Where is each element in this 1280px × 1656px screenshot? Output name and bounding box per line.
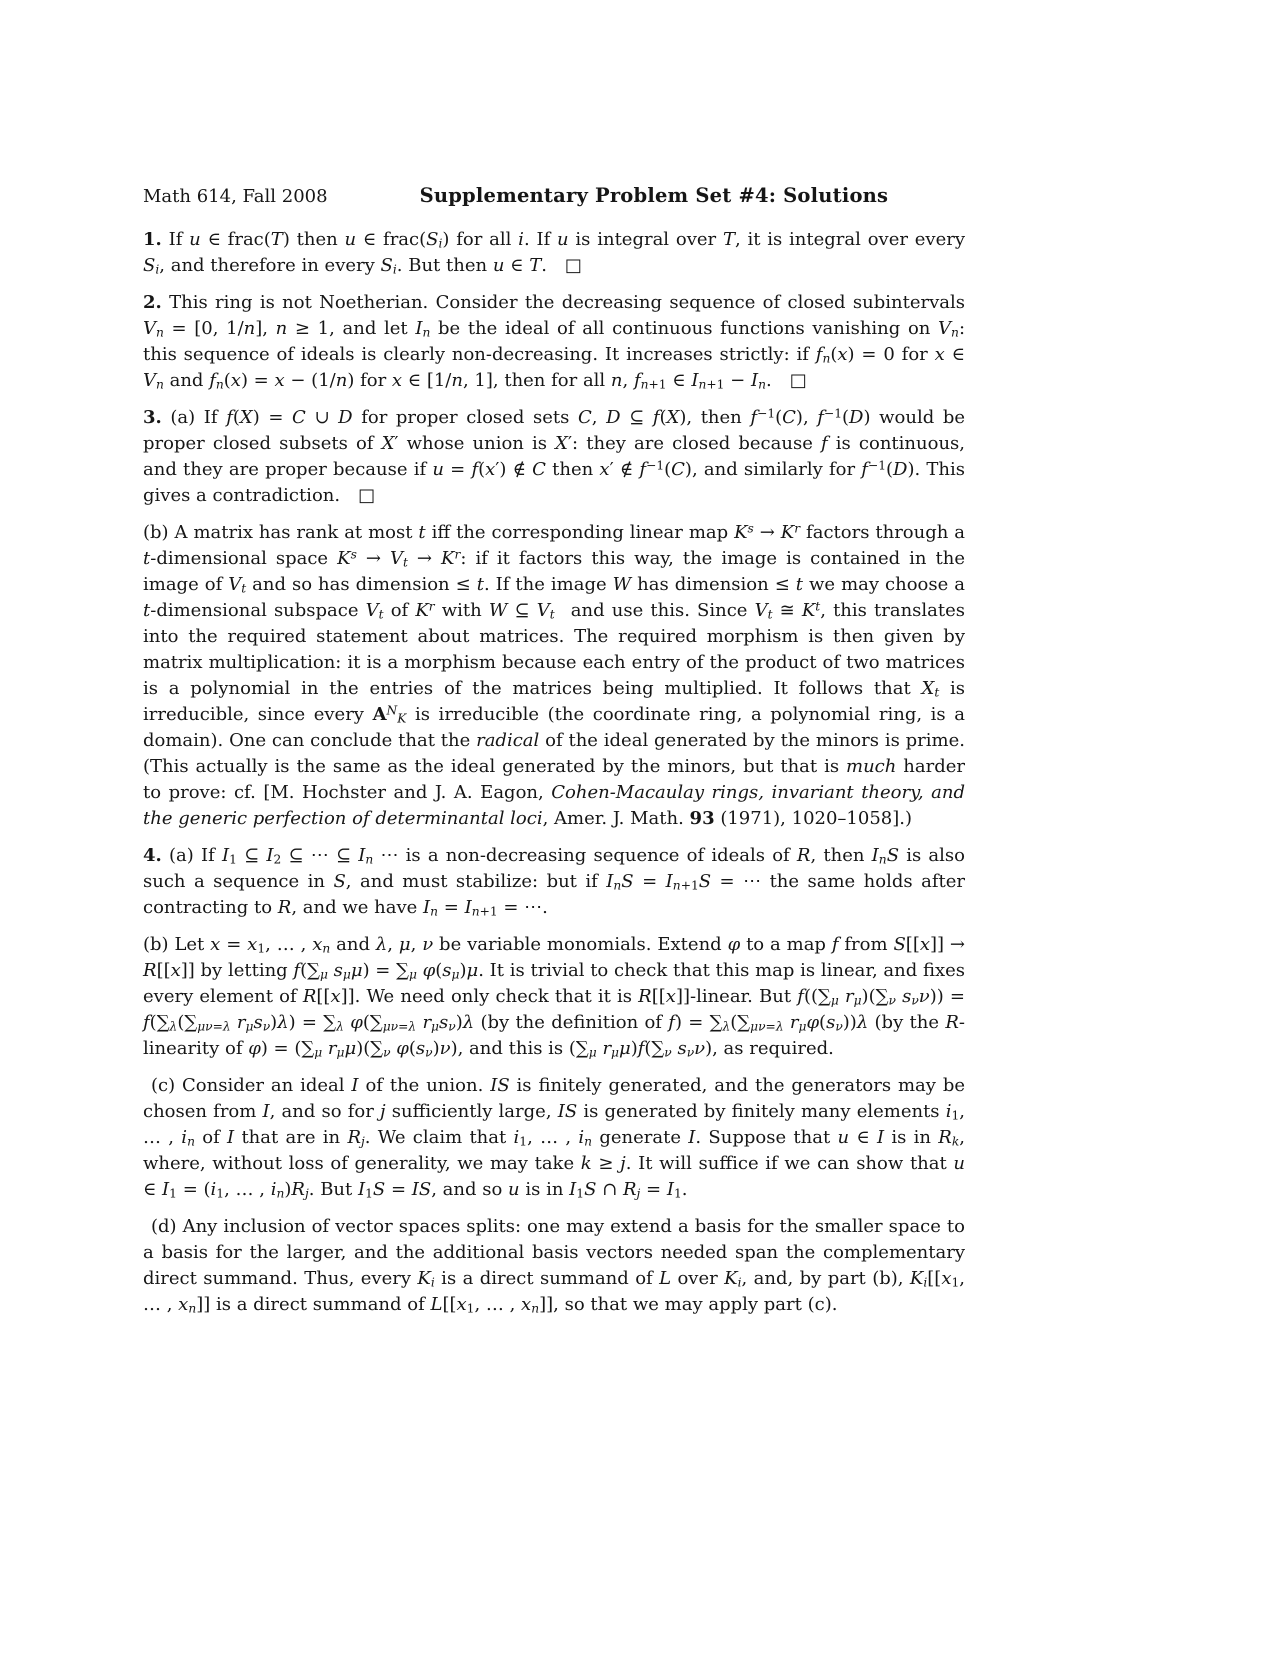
page-title: Supplementary Problem Set #4: Solutions (419, 184, 889, 207)
solution-4a: 4. (a) If $I_1$ ⊆ $I_2$ ⊆ ⋯ ⊆ $I_n$ ⋯ is a non-decreasing sequence of ideals of R, then $I_nS$ is also such a sequence in S, and must stabilize: but if $I_nS = I_{n+1}S$ = ⋯ the same holds after contracting to R, and we have $I_n = I_{n+1}$ = ⋯. (143, 845, 965, 919)
solution-4c: (c) Consider an ideal I of the union. IS is finitely generated, and the generators may be chosen from I, and so for j sufficiently large, IS is generated by finitely many elements $i_1$, … , $i_n$ of I that are in $R_j$. We claim that $i_1$, … , $i_n$ generate I. Suppose that u ∈ I is in $R_k$, where, without loss of generality, we may take k ≥ j. It will suffice if we can show that u ∈ $I_1 = (i_1$, … , $i_n)R_j$. But $I_1S$ = IS, and so u is in $I_1S$ ∩ $R_j = I_1$. (143, 1075, 966, 1201)
course-label: Math 614, Fall 2008 (143, 186, 328, 207)
solution-1: 1. If u ∈ frac(T) then u ∈ $frac(S_i)$ for all i. If u is integral over T, it is integral over every $S_i$, and therefore in every $S_i$. But then u ∈ T. □ (143, 229, 966, 277)
solution-3a: 3. (a) If f(X) = C ∪ D for proper closed sets C, D ⊆ f(X), then $f^{-1}(C)$, $f^{-1}(D)$ would be proper closed subsets of X′ whose union is X′: they are closed because f is continuous, and they are proper because if u = f(x′) ∉ C then x′ ∉ $f^{-1}(C)$, and similarly for $f^{-1}(D)$. This gives a contradiction. □ (143, 406, 966, 506)
solution-3b: (b) A matrix has rank at most t iff the corresponding linear map $K^s \to K^r$ factors through a t-dimensional space $K^s \to V_t \to K^r$: if it factors this way, the image is contained in the image of $V_t$ and so has dimension ≤ t. If the image W has dimension ≤ t we may choose a t-dimensional subspace $V_t$ of $K^r$ with W ⊆ $V_t$ and use this. Since $V_t$ ≅ $K^t$, this translates into the required statement about matrices. The required morphism is then given by matrix multiplication: it is a morphism because each entry of the product of two matrices is a polynomial in the entries of the matrices being multiplied. It follows that $X_t$ is irreducible, since every $A^N_K$ is irreducible (the coordinate ring, a polynomial ring, is a domain). One can conclude that the radical of the ideal generated by the minors is prime. (This actually is the same as the ideal generated by the minors, but that is much harder to prove: cf. [M. Hochster and J. A. Eagon, Cohen-Macaulay rings, invariant theory, and the generic perfection of determinantal loci, Amer. J. Math. 93 (1971), 1020–1058].) (143, 521, 966, 829)
solution-4d: (d) Any inclusion of vector spaces splits: one may extend a basis for the smaller space to a basis for the larger, and the additional basis vectors needed span the complementary direct summand. Thus, every $K_i$ is a direct summand of L over $K_i$, and, by part (b), $K_i[[x_1$, … , $x_n$]] is a direct summand of $L[[x_1$, … , $x_n$]], so that we may apply part (c). (143, 1216, 965, 1316)
solution-2: 2. This ring is not Noetherian. Consider the decreasing sequence of closed subintervals $V_n = [0$, 1/n], n ≥ 1, and let $I_n$ be the ideal of all continuous functions vanishing on $V_n$: this sequence of ideals is clearly non-decreasing. It increases strictly: if $f_n(x) = 0$ for x ∈ $V_n$ and $f_n(x) = x - (1/n)$ for x ∈ [1/n, 1], then for all n, $f_{n+1}$ ∈ $I_{n+1} - I_n$. □ (143, 292, 966, 392)
document-body (143, 183, 965, 1329)
document-header (143, 183, 965, 210)
solution-4b: (b) Let $x = x_1$, … , $x_n$ and λ, μ, ν be variable monomials. Extend φ to a map f from S[[x]] → R[[x]] by letting $f(\sum_\mu$ $s_\mu\mu) = \sum_\mu$ $\varphi(s_\mu)\mu$. It is trivial to check that this map is linear, and fixes every element of R[[x]]. We need only check that it is R[[x]]-linear. But $f((\sum_\mu$ $r_\mu)(\sum_\nu$ $s_\nu\nu)) = f(\sum_\lambda(\sum_{\mu\nu=\lambda}$ $r_\mu s_\nu)\lambda) = \sum_\lambda$ $\varphi(\sum_{\mu\nu=\lambda}$ $r_\mu s_\nu)\lambda$ (by the definition of $f) = \sum_\lambda(\sum_{\mu\nu=\lambda}$ $r_\mu\varphi(s_\nu))\lambda$ (by the R-linearity of $\varphi) = (\sum_\mu$ $r_\mu\mu)(\sum_\nu$ $\varphi(s_\nu)\nu$), and this is ($\sum_\mu$ $r_\mu\mu)f(\sum_\nu$ $s_\nu\nu$), as required. (143, 934, 966, 1060)
